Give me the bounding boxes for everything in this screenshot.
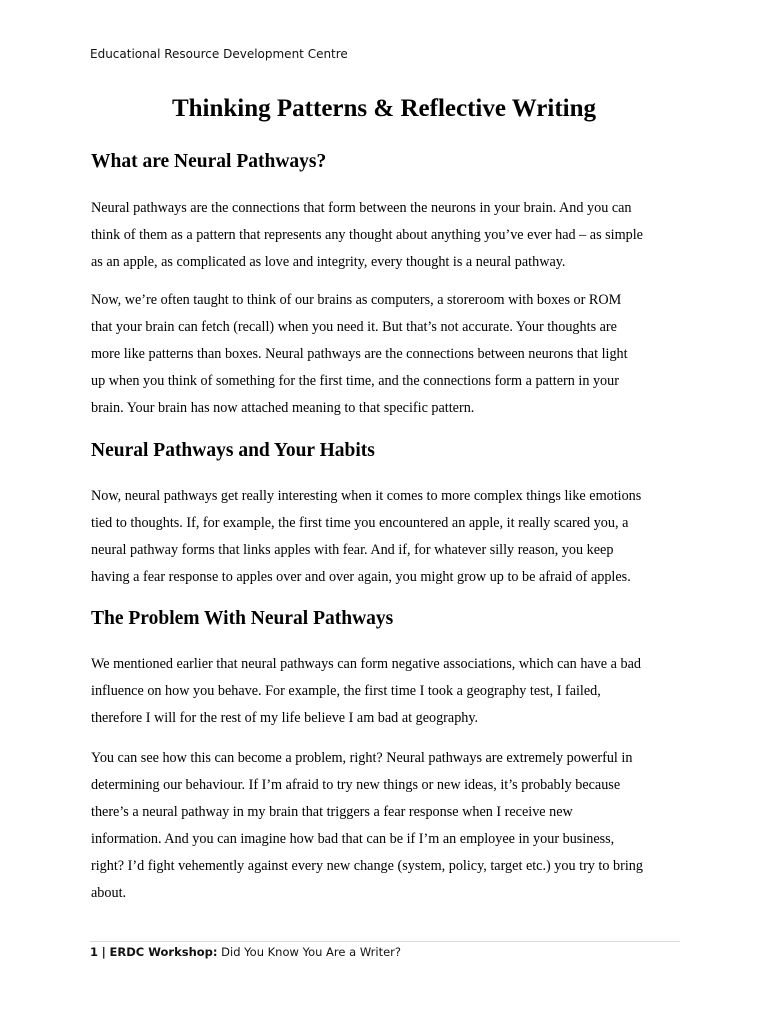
text-line: therefore I will for the rest of my life believe I am bad at geography.	[91, 710, 479, 726]
text-line: influence on how you behave. For example, the first time I took a geography test, I failed,	[91, 683, 601, 699]
text-line: about.	[91, 885, 127, 901]
section-heading: What are Neural Pathways?	[91, 151, 327, 172]
text-line: Neural pathways are the connections that form between the neurons in your brain. And you can	[91, 200, 632, 216]
text-line: up when you think of something for the first time, and the connections form a pattern in your	[91, 373, 619, 389]
paragraph	[91, 287, 691, 422]
text-line: We mentioned earlier that neural pathways can form negative associations, which can have a bad	[91, 656, 641, 672]
footer-label: ERDC Workshop:	[109, 945, 218, 959]
text-line: Now, neural pathways get really interesting when it comes to more complex things like emotions	[91, 488, 642, 504]
text-line: You can see how this can become a problem, right? Neural pathways are extremely powerful in	[91, 750, 633, 766]
page-footer	[90, 945, 401, 959]
text-line: brain. Your brain has now attached meaning to that specific pattern.	[91, 400, 475, 416]
text-line: that your brain can fetch (recall) when you need it. But that’s not accurate. Your thoughts are	[91, 319, 617, 335]
text-line: determining our behaviour. If I’m afraid to try new things or new ideas, it’s probably because	[91, 777, 621, 793]
text-line: neural pathway forms that links apples with fear. And if, for whatever silly reason, you keep	[91, 542, 614, 558]
text-line: think of them as a pattern that represents any thought about anything you’ve ever had – as simple	[91, 227, 643, 243]
footer-separator: |	[101, 945, 106, 959]
text-line: having a fear response to apples over and over again, you might grow up to be afraid of apples.	[91, 569, 631, 585]
text-line: right? I’d fight vehemently against every new change (system, policy, target etc.) you try to bring	[91, 858, 643, 874]
page-header: Educational Resource Development Centre	[90, 47, 348, 61]
text-line: there’s a neural pathway in my brain that triggers a fear response when I receive new	[91, 804, 573, 820]
section-heading: The Problem With Neural Pathways	[91, 608, 394, 629]
text-line: as an apple, as complicated as love and integrity, every thought is a neural pathway.	[91, 254, 566, 270]
page-number: 1	[90, 945, 99, 959]
paragraph	[91, 745, 691, 907]
text-line: tied to thoughts. If, for example, the first time you encountered an apple, it really scared you, a	[91, 515, 629, 531]
footer-divider	[90, 941, 680, 942]
section-heading: Neural Pathways and Your Habits	[91, 440, 375, 461]
footer-text: Did You Know You Are a Writer?	[221, 945, 402, 959]
document-title: Thinking Patterns & Reflective Writing	[171, 95, 597, 122]
text-line: more like patterns than boxes. Neural pathways are the connections between neurons that light	[91, 346, 628, 362]
paragraph	[91, 195, 691, 276]
paragraph	[91, 651, 691, 732]
paragraph	[91, 483, 691, 591]
text-line: information. And you can imagine how bad that can be if I’m an employee in your business,	[91, 831, 615, 847]
text-line: Now, we’re often taught to think of our brains as computers, a storeroom with boxes or ROM	[91, 292, 622, 308]
